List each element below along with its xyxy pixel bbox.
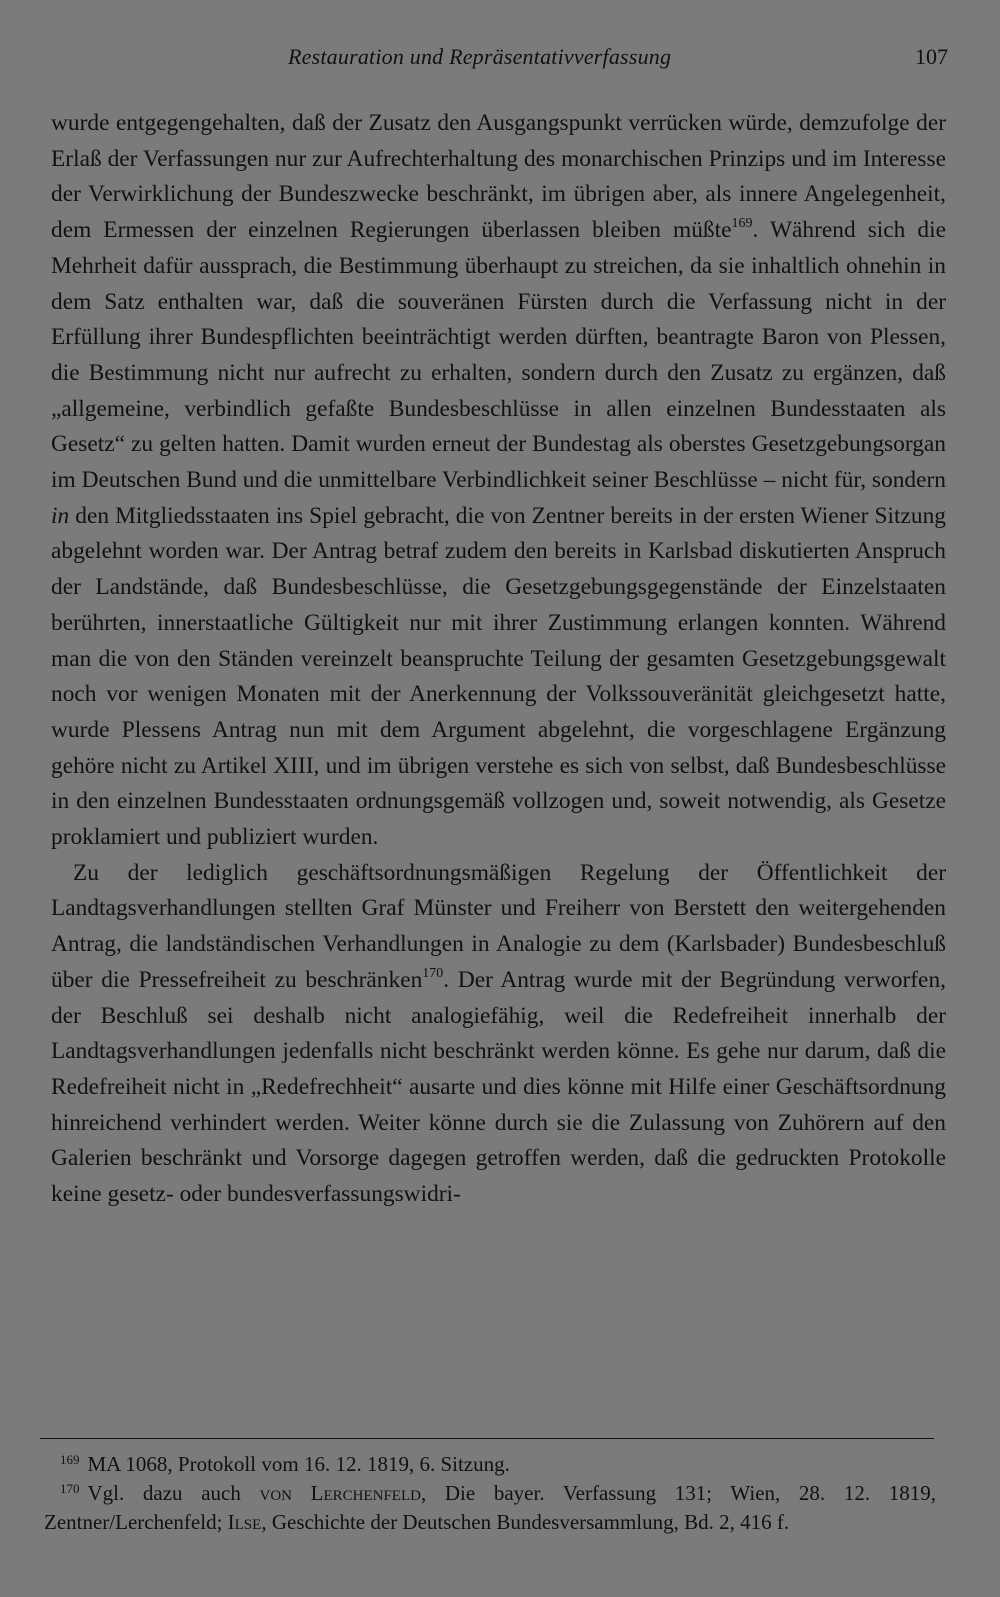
- footnote-number: 169: [60, 1452, 80, 1467]
- footnote-text-post: , Geschichte der Deutschen Bundesversammlung, Bd. 2, 416 f.: [261, 1510, 790, 1534]
- page-number: 107: [915, 44, 948, 69]
- running-title: Restauration und Repräsentativverfassung: [288, 44, 672, 69]
- paragraph-1-part-b: . Während sich die Mehrheit dafür aussprach, die Bestimmung überhaupt zu streichen, da sie inhaltlich ohnehin in dem Satz enthalten war, daß die souveränen Fürsten durch die Verfassung nicht in der Erfüllung ihrer Bundespflichten beeinträchtigt werden dürften, beantragte Baron von Plessen, die Bestimmung nicht nur aufrecht zu erhalten, sondern durch den Zusatz zu ergänzen, daß „allgemeine, verbindlich gefaßte Bundesbeschlüsse in allen einzelnen Bundesstaaten als Gesetz“ zu gelten hatten. Damit wurden erneut der Bundestag als oberstes Gesetzgebungsorgan im Deutschen Bund und die unmittelbare Verbindlichkeit seiner Beschlüsse – nicht für, sondern: [51, 217, 946, 494]
- body-text: [51, 106, 946, 1213]
- paragraph-2-part-a: Zu der lediglich geschäftsordnungsmäßigen Regelung der Öffentlichkeit der Landtagsverhandlungen stellten Graf Münster und Freiherr von Berstett den weitergehenden Antrag, die landständischen Verhandlungen in Analogie zu dem (Karlsbader) Bundesbeschluß über die Pressefreiheit zu beschränken: [51, 859, 946, 993]
- footnote-text-pre: Vgl. dazu auch: [87, 1481, 260, 1505]
- footnote-text: MA 1068, Protokoll vom 16. 12. 1819, 6. Sitzung.: [87, 1452, 510, 1476]
- footnote-170: [44, 1479, 936, 1537]
- footnote-ref-170: 170: [422, 965, 444, 981]
- footnote-text-mid: , Die bayer. Verfassung 131; Wien, 28. 12. 1819, Zentner/Lerchenfeld;: [44, 1481, 936, 1534]
- emphasis-in: in: [51, 502, 70, 529]
- paragraph-2: [51, 856, 946, 1213]
- paragraph-1-part-c: den Mitgliedsstaaten ins Spiel gebracht, die von Zentner bereits in der ersten Wiener Sitzung abgelehnt worden war. Der Antrag betraf zudem den bereits in Karlsbad diskutierten Anspruch der Landstände, daß Bundesbeschlüsse, die Gesetzgebungsgegenstände der Einzelstaaten berührten, innerstaatliche Gültigkeit nur mit ihrer Zustimmung erlangen konnten. Während man die von den Ständen vereinzelt beanspruchte Teilung der gesamten Gesetzgebungsgewalt noch vor wenigen Monaten mit der Anerkennung der Volkssouveränität gleichgesetzt hatte, wurde Plessens Antrag nun mit dem Argument abgelehnt, die vorgeschlagene Ergänzung gehöre nicht zu Artikel XIII, und im übrigen verstehe es sich von selbst, daß Bundesbeschlüsse in den einzelnen Bundesstaaten ordnungsgemäß vollzogen und, soweit notwendig, als Gesetze proklamiert und publiziert wurden.: [51, 502, 946, 851]
- footnote-author: von Lerchenfeld: [259, 1481, 421, 1505]
- footnote-169: [44, 1450, 936, 1479]
- paragraph-2-part-b: . Der Antrag wurde mit der Begründung verworfen, der Beschluß sei deshalb nicht analogiefähig, weil die Redefreiheit innerhalb der Landtagsverhandlungen jedenfalls nicht beschränkt werden könne. Es gehe nur darum, daß die Redefreiheit nicht in „Redefrechheit“ ausarte und dies könne mit Hilfe einer Geschäftsordnung hinreichend verhindert werden. Weiter könne durch sie die Zulassung von Zuhörern auf den Galerien beschränkt und Vorsorge dagegen getroffen werden, daß die gedruckten Protokolle keine gesetz- oder bundesverfassungswidri-: [51, 966, 946, 1208]
- paragraph-1: [51, 106, 946, 856]
- footnote-author: Ilse: [227, 1510, 262, 1534]
- footnote-divider: [40, 1438, 934, 1439]
- page-header: [48, 44, 948, 74]
- footnote-number: 170: [60, 1481, 80, 1496]
- paragraph-1-part-a: wurde entgegengehalten, daß der Zusatz den Ausgangspunkt verrücken würde, demzufolge der Erlaß der Verfassungen nur zur Aufrechterhaltung des monarchischen Prinzips und im Interesse der Verwirklichung der Bundeszwecke beschränkt, im übrigen aber, als innere Angelegenheit, dem Ermessen der einzelnen Regierungen überlassen bleiben müßte: [51, 110, 946, 244]
- footnotes: [44, 1450, 936, 1537]
- footnote-ref-169: 169: [731, 216, 753, 232]
